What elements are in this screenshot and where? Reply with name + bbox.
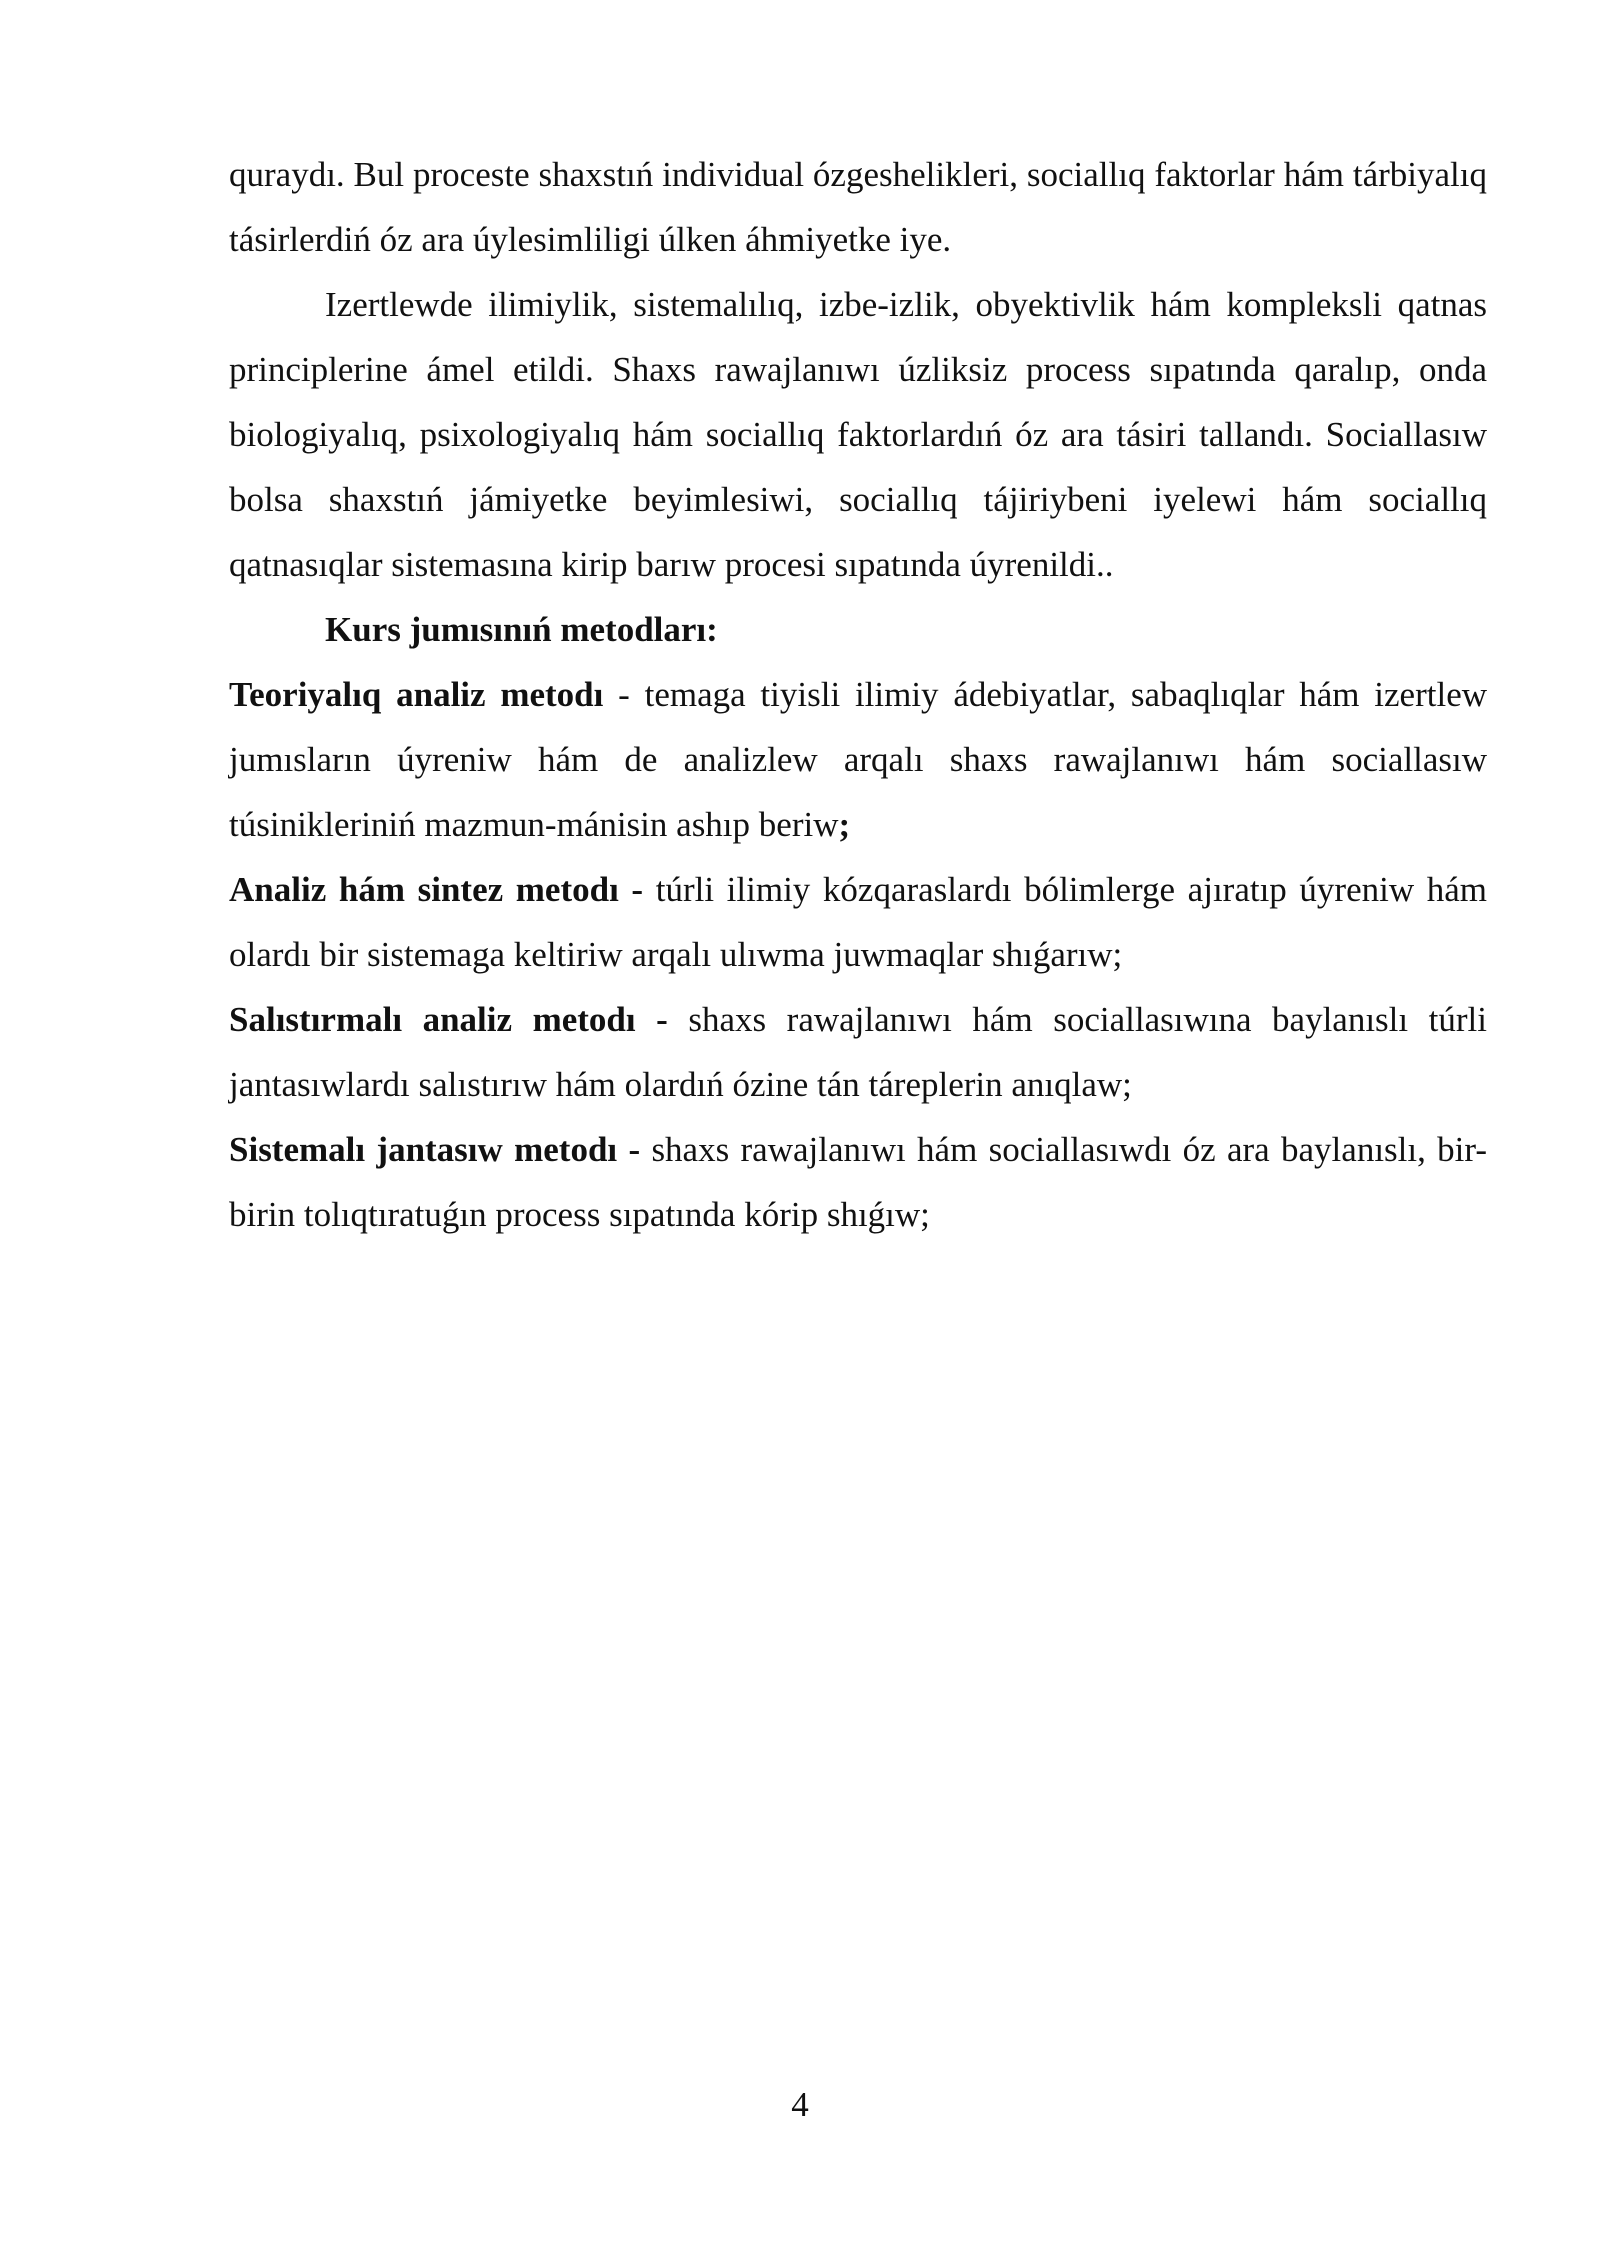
method-separator: -: [603, 675, 645, 714]
method-item: [229, 1117, 1487, 1247]
paragraph-continuation: quraydı. Bul proceste shaxstıń individual ózgeshelikleri, sociallıq faktorlar hám tárbiyalıq tásirlerdiń óz ara úylesimliligi úlken áhmiyetke iye.: [229, 155, 1487, 259]
method-description: temaga tiyisli ilimiy ádebiyatlar, sabaqlıqlar hám izertlew jumısların úyreniw hám de analizlew arqalı shaxs rawajlanıwı hám sociallasıw túsinikleriniń mazmun-mánisin ashıp beriw: [229, 675, 1488, 844]
method-item: [229, 987, 1487, 1117]
method-separator: [640, 1130, 651, 1169]
method-item: [229, 662, 1487, 857]
method-term: Sistemalı jantasıw metodı -: [229, 1130, 641, 1169]
method-term: Teoriyalıq analiz metodı: [229, 675, 604, 714]
method-description: túrli ilimiy kózqaraslardı bólimlerge ajıratıp úyreniw hám olardı bir sistemaga keltiriw arqalı ulıwma juwmaqlar shıǵarıw;: [229, 870, 1488, 974]
method-term: Salıstırmalı analiz metodı -: [229, 1000, 668, 1039]
method-description: shaxs rawajlanıwı hám sociallasıwdı óz ara baylanıslı, bir-birin tolıqtıratuǵın process sıpatında kórip shıǵıw;: [229, 1130, 1487, 1234]
page-content: [229, 142, 1487, 1247]
methods-heading: Kurs jumısınıń metodları:: [325, 610, 718, 649]
method-end-mark: ;: [838, 805, 851, 844]
method-separator: [668, 1000, 689, 1039]
method-description: shaxs rawajlanıwı hám sociallasıwına baylanıslı túrli jantasıwlardı salıstırıw hám olardıń ózine tán táreplerin anıqlaw;: [229, 1000, 1487, 1104]
method-item: [229, 857, 1487, 987]
method-term: Analiz hám sintez metodı -: [229, 870, 644, 909]
page-number: 4: [791, 2085, 809, 2124]
paragraph-research-principles: Izertlewde ilimiylik, sistemalılıq, izbe-izlik, obyektivlik hám kompleksli qatnas principlerine ámel etildi. Shaxs rawajlanıwı úzliksiz process sıpatında qaralıp, onda biologiyalıq, psixologiyalıq hám sociallıq faktorlardıń óz ara tásiri tallandı. Sociallasıw bolsa shaxstıń jámiyetke beyimlesiwi, sociallıq tájiriybeni iyelewi hám sociallıq qatnasıqlar sistemasına kirip barıw procesi sıpatında úyrenildi..: [229, 285, 1487, 584]
method-separator: [643, 870, 656, 909]
